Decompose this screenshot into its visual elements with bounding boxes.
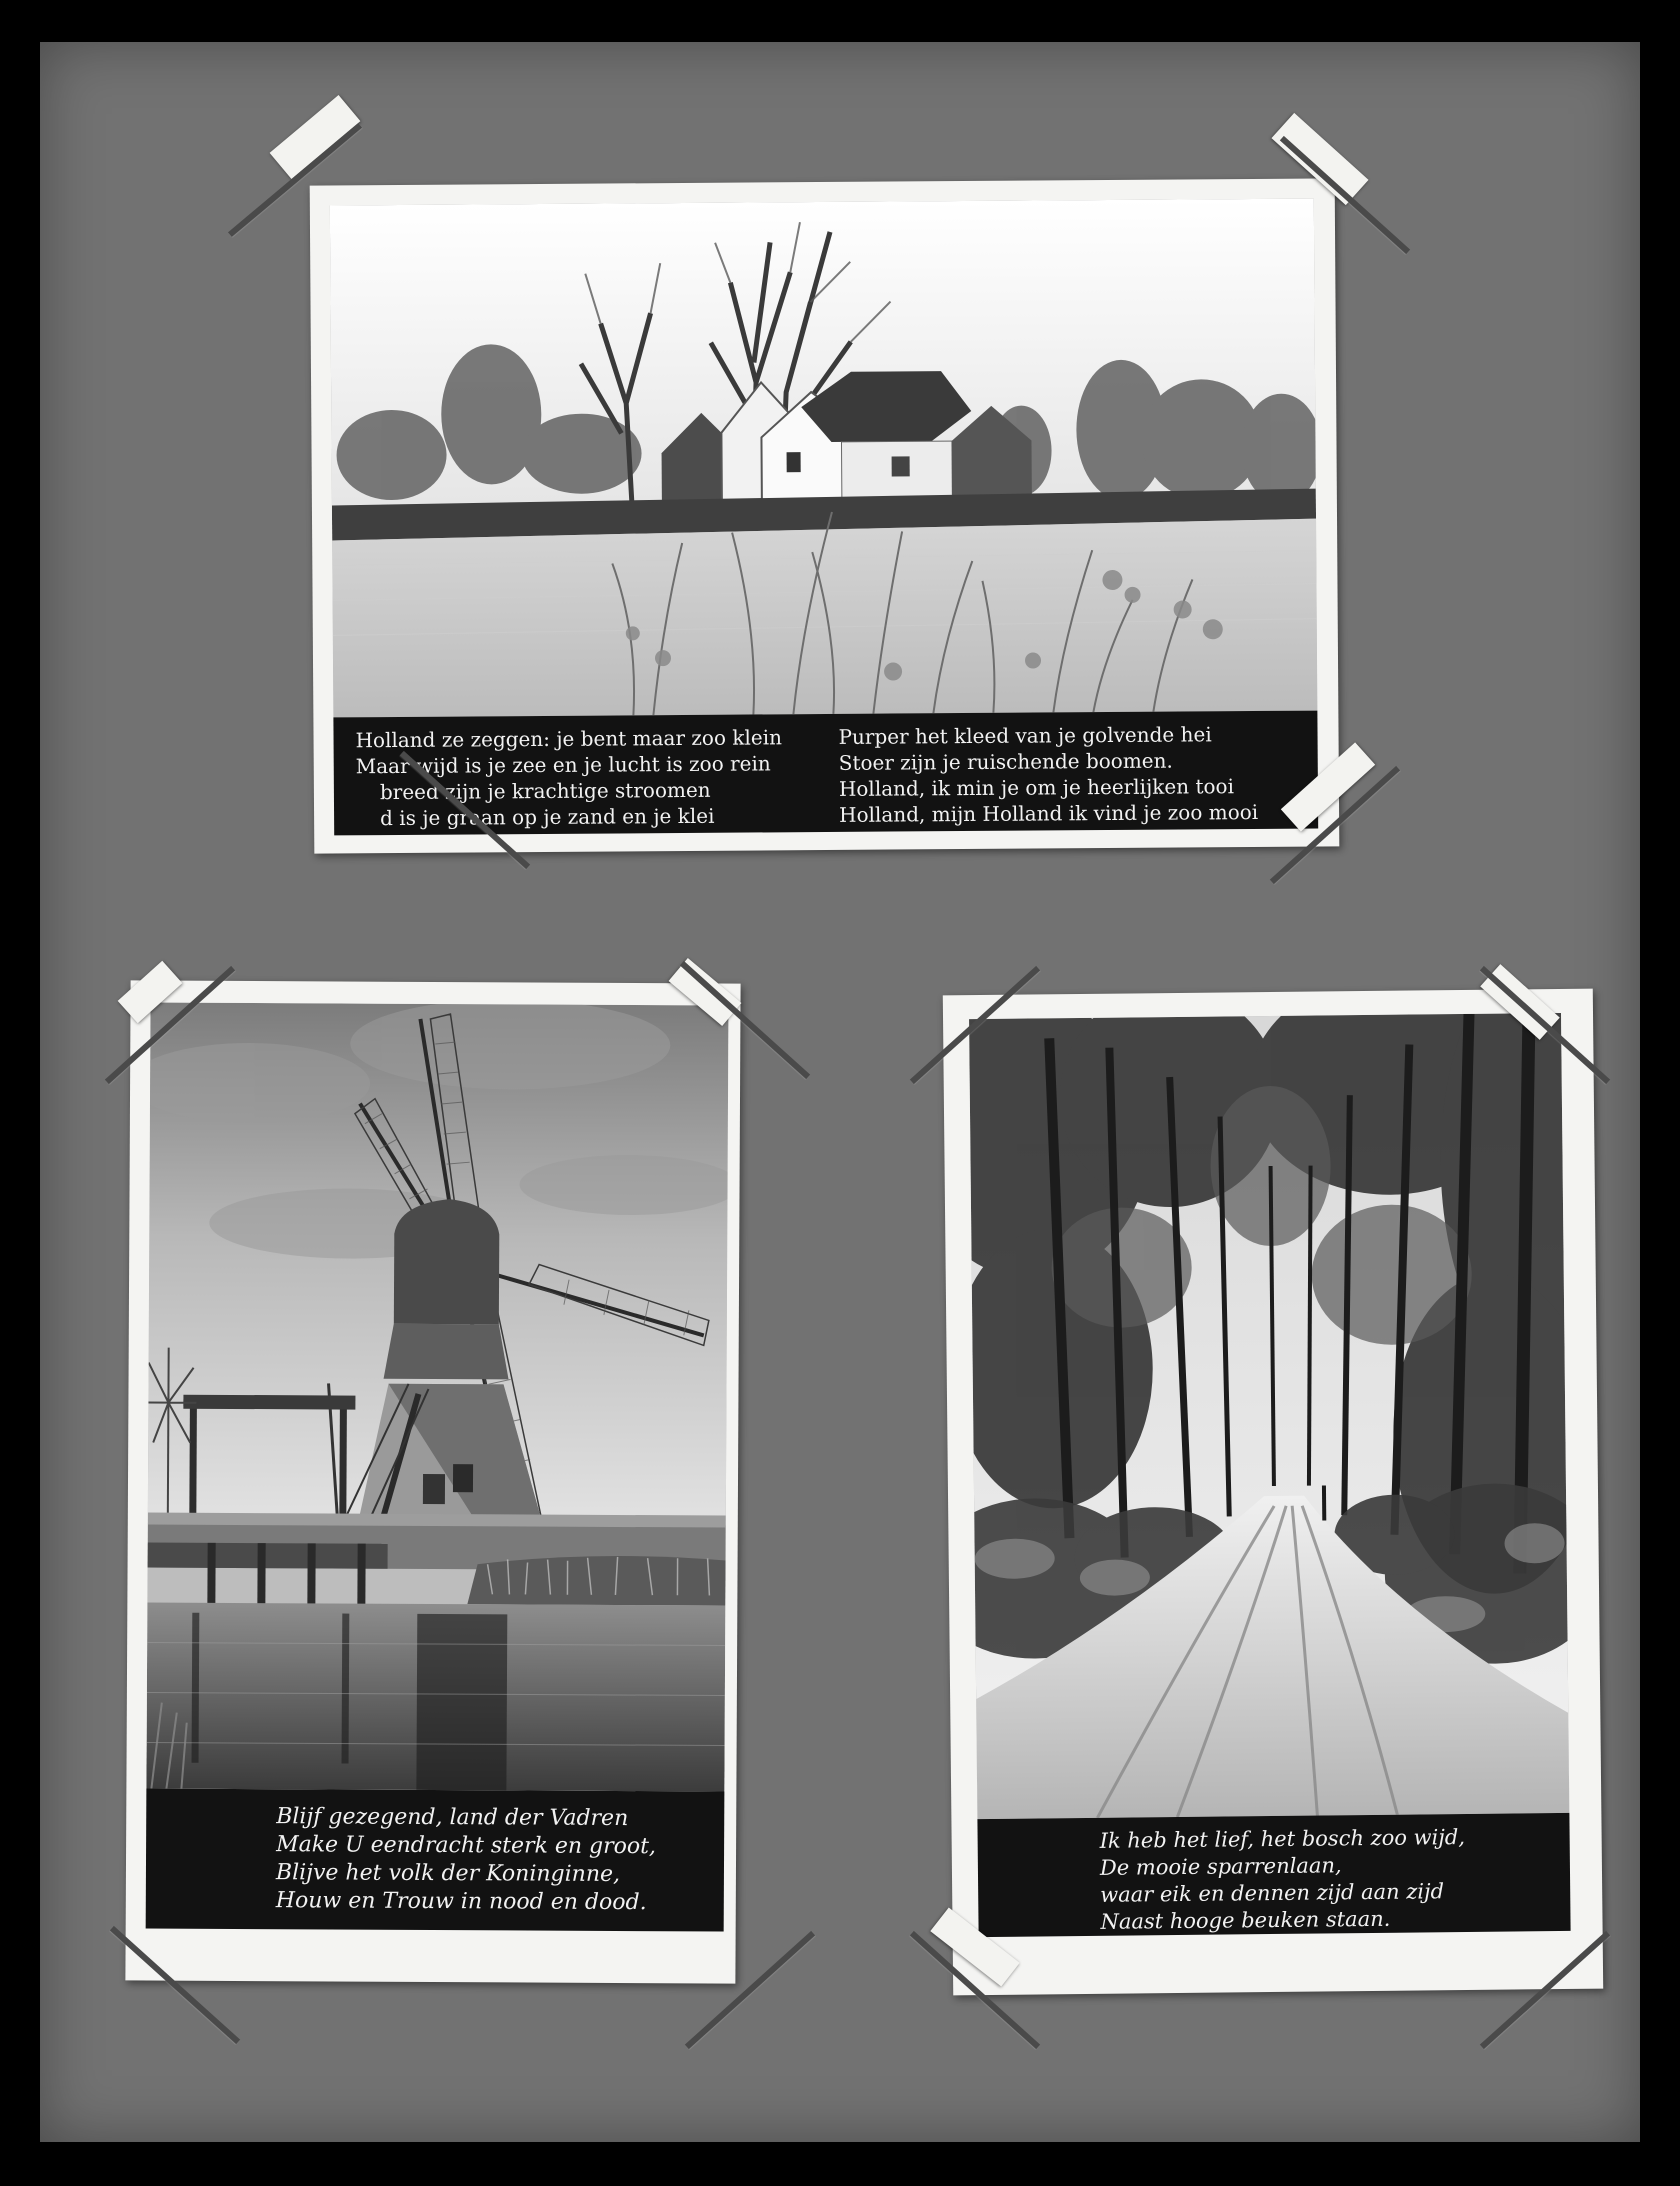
caption-line: Purper het kleed van je golvende hei <box>838 722 1212 749</box>
caption-line: Ik heb het lief, het bosch zoo wijd, <box>1099 1825 1466 1853</box>
caption-text <box>1100 1824 1466 1936</box>
caption-holland <box>333 711 1318 836</box>
caption-line: De mooie sparrenlaan, <box>1099 1853 1342 1880</box>
caption-line: Holland ze zeggen: je bent maar zoo klein <box>355 725 783 753</box>
caption-windmill <box>146 1789 725 1932</box>
caption-line: d is je graan op je zand en je klei <box>380 803 715 831</box>
caption-line: Blijve het volk der Koninginne, <box>275 1860 621 1887</box>
caption-text <box>276 1803 656 1917</box>
caption-left-column <box>355 724 782 831</box>
caption-line: Make U eendracht sterk en groot, <box>276 1832 657 1860</box>
photo-farmhouses <box>330 199 1318 718</box>
caption-right-column <box>838 721 1258 828</box>
caption-line: breed zijn je krachtige stroomen <box>379 777 711 805</box>
caption-line: Holland, ik min je om je heerlijken tooi <box>838 774 1235 801</box>
caption-line: Houw en Trouw in nood en dood. <box>275 1888 647 1916</box>
caption-line: Blijf gezegend, land der Vadren <box>276 1804 629 1832</box>
album-page <box>40 42 1640 2142</box>
caption-line: Stoer zijn je ruischende boomen. <box>838 748 1173 775</box>
postcard-windmill <box>125 980 740 1983</box>
postcard-forest <box>943 989 1603 1996</box>
caption-line: Naast hooge beuken staan. <box>1100 1906 1391 1934</box>
caption-forest <box>977 1813 1570 1937</box>
postcard-holland <box>310 178 1340 853</box>
photo-windmill <box>146 1003 728 1792</box>
caption-line: Maar wijd is je zee en je lucht is zoo rein <box>355 751 771 779</box>
caption-line: waar eik en dennen zijd aan zijd <box>1100 1879 1445 1907</box>
photo-forest-lane <box>969 1013 1569 1819</box>
caption-line: Holland, mijn Holland ik vind je zoo mooi <box>839 799 1259 827</box>
